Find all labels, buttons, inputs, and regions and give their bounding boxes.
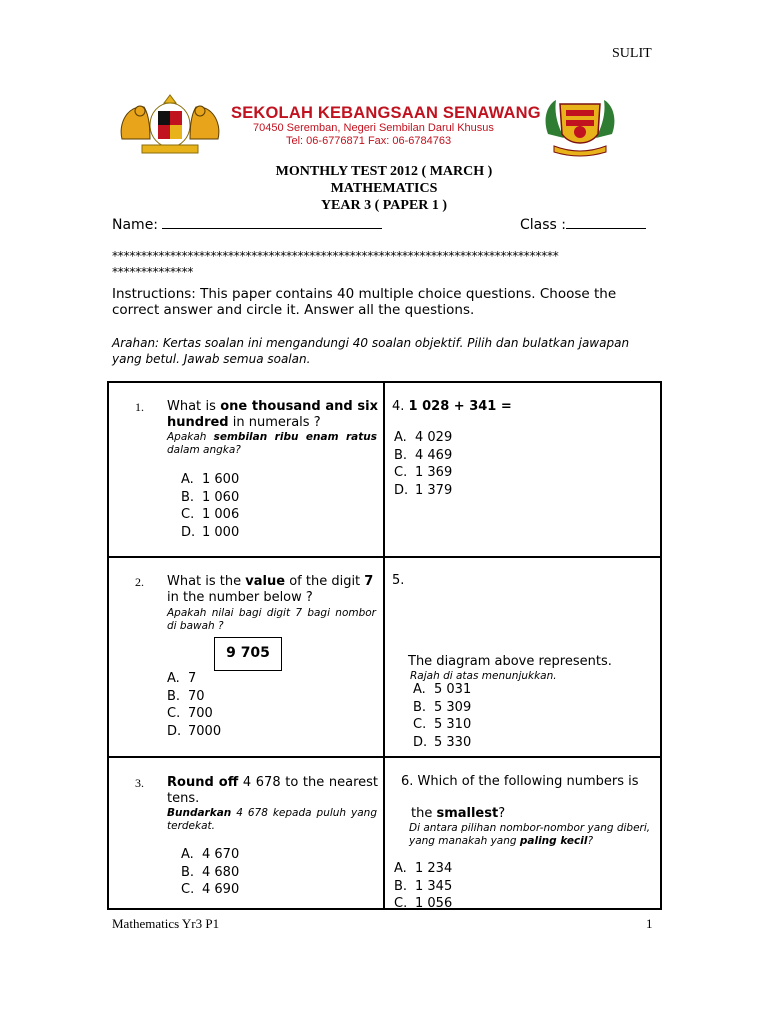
question-6-text-2: the smallest? bbox=[411, 806, 506, 821]
question-1-malay-text: Apakah sembilan ribu enam ratus dalam angka? bbox=[167, 431, 377, 456]
answer-option[interactable]: B. 1 060 bbox=[181, 489, 240, 505]
question-3-number: 3. bbox=[135, 776, 144, 790]
separator-line: ***************************************************************************** bbox=[112, 249, 559, 263]
question-6-text: 6. Which of the following numbers is bbox=[401, 774, 639, 789]
answer-option[interactable]: D. 5 330 bbox=[413, 734, 472, 750]
answer-option[interactable]: A. 7 bbox=[167, 671, 197, 686]
table-divider bbox=[383, 381, 385, 910]
question-4-number: 4. bbox=[392, 399, 405, 414]
question-4-options bbox=[394, 429, 452, 499]
test-title: MONTHLY TEST 2012 ( MARCH ) bbox=[275, 164, 493, 179]
question-1-text: What is one thousand and six hundred in numerals ? bbox=[167, 399, 379, 430]
answer-option[interactable]: D. 1 000 bbox=[181, 524, 240, 540]
question-2-number: 2. bbox=[135, 575, 144, 589]
answer-option[interactable]: A. 1 600 bbox=[181, 472, 240, 487]
table-divider bbox=[107, 756, 662, 758]
answer-option[interactable]: A. 5 031 bbox=[413, 682, 472, 697]
answer-option[interactable]: A. 4 029 bbox=[394, 430, 453, 445]
answer-option[interactable]: B. 5 309 bbox=[413, 699, 472, 715]
name-field[interactable] bbox=[112, 215, 382, 233]
school-name: SEKOLAH KEBANGSAAN SENAWANG bbox=[231, 104, 541, 122]
separator-line: ************** bbox=[112, 265, 194, 279]
question-3-malay-text: Bundarkan 4 678 kepada puluh yang terdekat. bbox=[167, 807, 377, 832]
name-label: Name: bbox=[112, 217, 159, 233]
question-1-number: 1. bbox=[135, 400, 144, 414]
answer-option[interactable]: A. 1 234 bbox=[394, 861, 453, 876]
answer-option[interactable]: C. 1 006 bbox=[181, 507, 240, 522]
school-address: 70450 Seremban, Negeri Sembilan Darul Khusus bbox=[253, 122, 494, 134]
question-4-text bbox=[392, 399, 512, 415]
subject-title: MATHEMATICS bbox=[330, 181, 438, 196]
school-crest-logo bbox=[540, 94, 620, 158]
answer-option[interactable]: D. 1 379 bbox=[394, 482, 453, 498]
question-5-options bbox=[413, 681, 471, 751]
classification-label: SULIT bbox=[612, 46, 652, 61]
question-2-malay-text: Apakah nilai bagi digit 7 bagi nombor di bawah ? bbox=[167, 607, 376, 632]
class-blank[interactable] bbox=[566, 215, 646, 229]
answer-option[interactable]: A. 4 670 bbox=[181, 847, 240, 862]
number-box: 9 705 bbox=[214, 637, 282, 671]
instructions-text: Instructions: This paper contains 40 multiple choice questions. Choose the correct answer and circle it. Answer all the questions. bbox=[112, 286, 617, 318]
footer-title: Mathematics Yr3 P1 bbox=[112, 916, 220, 931]
question-5-number: 5. bbox=[392, 573, 405, 588]
answer-option[interactable]: C. 700 bbox=[167, 706, 213, 721]
school-contact: Tel: 06-6776871 Fax: 06-6784763 bbox=[286, 135, 452, 147]
question-3-text: Round off 4 678 to the nearest tens. bbox=[167, 775, 378, 806]
answer-option[interactable]: B. 4 469 bbox=[394, 447, 453, 463]
page-number: 1 bbox=[646, 916, 653, 931]
instructions-malay-text: Arahan: Kertas soalan ini mengandungi 40 soalan objektif. Pilih dan bulatkan jawapan yang betul. Jawab semua soalan. bbox=[112, 336, 630, 366]
question-2-text: What is the value of the digit 7 in the number below ? bbox=[167, 574, 374, 605]
name-blank[interactable] bbox=[162, 215, 382, 229]
answer-option[interactable]: B. 4 680 bbox=[181, 864, 240, 880]
question-6-malay-text: Di antara pilihan nombor-nombor yang diberi, yang manakah yang paling kecil? bbox=[409, 822, 651, 847]
question-6-options bbox=[394, 860, 452, 913]
class-label: Class : bbox=[520, 217, 566, 233]
answer-option[interactable]: B. 70 bbox=[167, 688, 205, 704]
state-crest-logo bbox=[114, 93, 226, 159]
answer-option[interactable]: D. 7000 bbox=[167, 723, 222, 739]
question-4-expression: 1 028 + 341 = bbox=[408, 399, 512, 414]
question-1-options bbox=[181, 471, 239, 541]
question-5-malay-text: Rajah di atas menunjukkan. bbox=[410, 670, 557, 682]
answer-option[interactable]: C. 5 310 bbox=[413, 717, 472, 732]
table-divider bbox=[107, 556, 662, 558]
question-6-number: 6. bbox=[401, 774, 414, 789]
question-5-text: The diagram above represents. bbox=[408, 654, 612, 669]
answer-option[interactable]: C. 4 690 bbox=[181, 882, 240, 897]
question-2-options bbox=[167, 670, 221, 740]
class-field[interactable] bbox=[520, 215, 646, 233]
answer-option[interactable]: B. 1 345 bbox=[394, 878, 453, 894]
level-title: YEAR 3 ( PAPER 1 ) bbox=[320, 198, 448, 213]
question-3-options bbox=[181, 846, 239, 899]
answer-option[interactable]: C. 1 369 bbox=[394, 465, 453, 480]
answer-option[interactable]: C. 1 056 bbox=[394, 896, 453, 911]
